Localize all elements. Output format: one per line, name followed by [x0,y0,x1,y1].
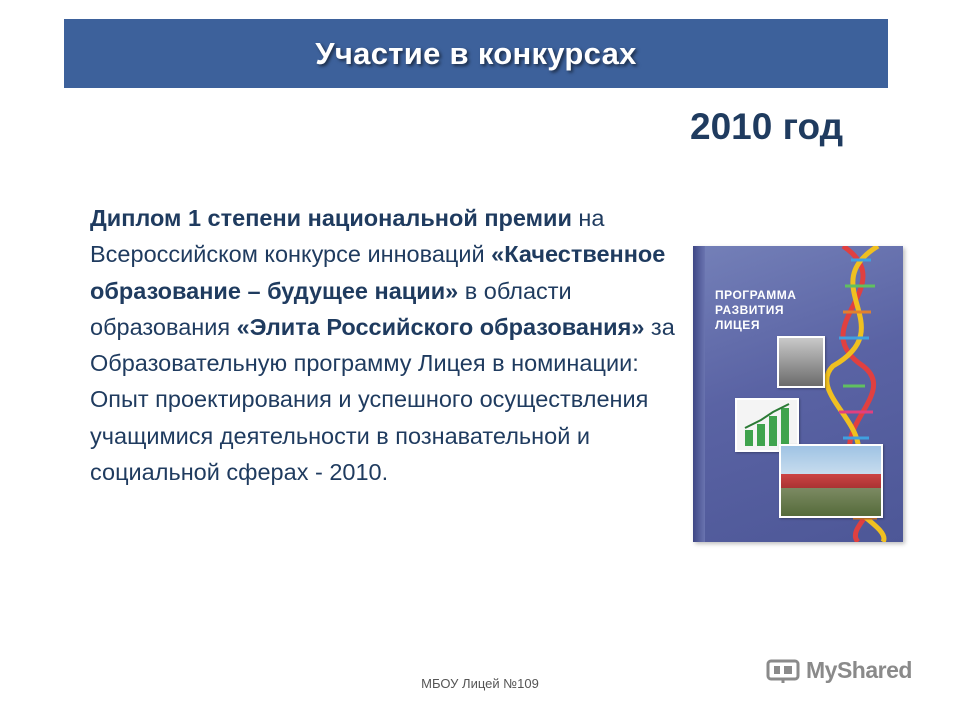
text-segment-contest: на Всероссийском конкурсе инноваций [90,205,605,268]
footer-text: МБОУ Лицей №109 [421,676,539,691]
title-bar [64,19,888,88]
myshared-watermark [766,656,912,684]
cover-title-line: ЛИЦЕЯ [715,318,760,332]
year-heading: 2010 год [690,106,844,147]
brand-name: MyShared [806,656,912,683]
myshared-logo-icon [766,656,800,684]
description-paragraph [90,200,680,490]
building-photo [779,444,883,518]
robot-picture [777,336,825,388]
text-segment-field: в области образования [90,277,572,340]
cover-title [715,288,796,333]
text-segment-contest-name: «Качественное образование – будущее нации» [90,241,666,304]
text-segment-diploma: Диплом 1 степени национальной премии [90,205,572,231]
cover-title-line: РАЗВИТИЯ [715,303,785,317]
program-cover-image [693,246,903,542]
slide-title: Участие в конкурсах [315,35,637,71]
bar-chart-icon [737,400,797,450]
cover-title-line: ПРОГРАММА [715,288,797,302]
text-segment-program: за Образовательную программу Лицея в номинации: Опыт проектирования и успешного осуществления учащимися деятельности в познавательной и социальной сферах - 2010. [90,313,675,486]
text-segment-elite: «Элита Российского образования» [236,313,645,340]
